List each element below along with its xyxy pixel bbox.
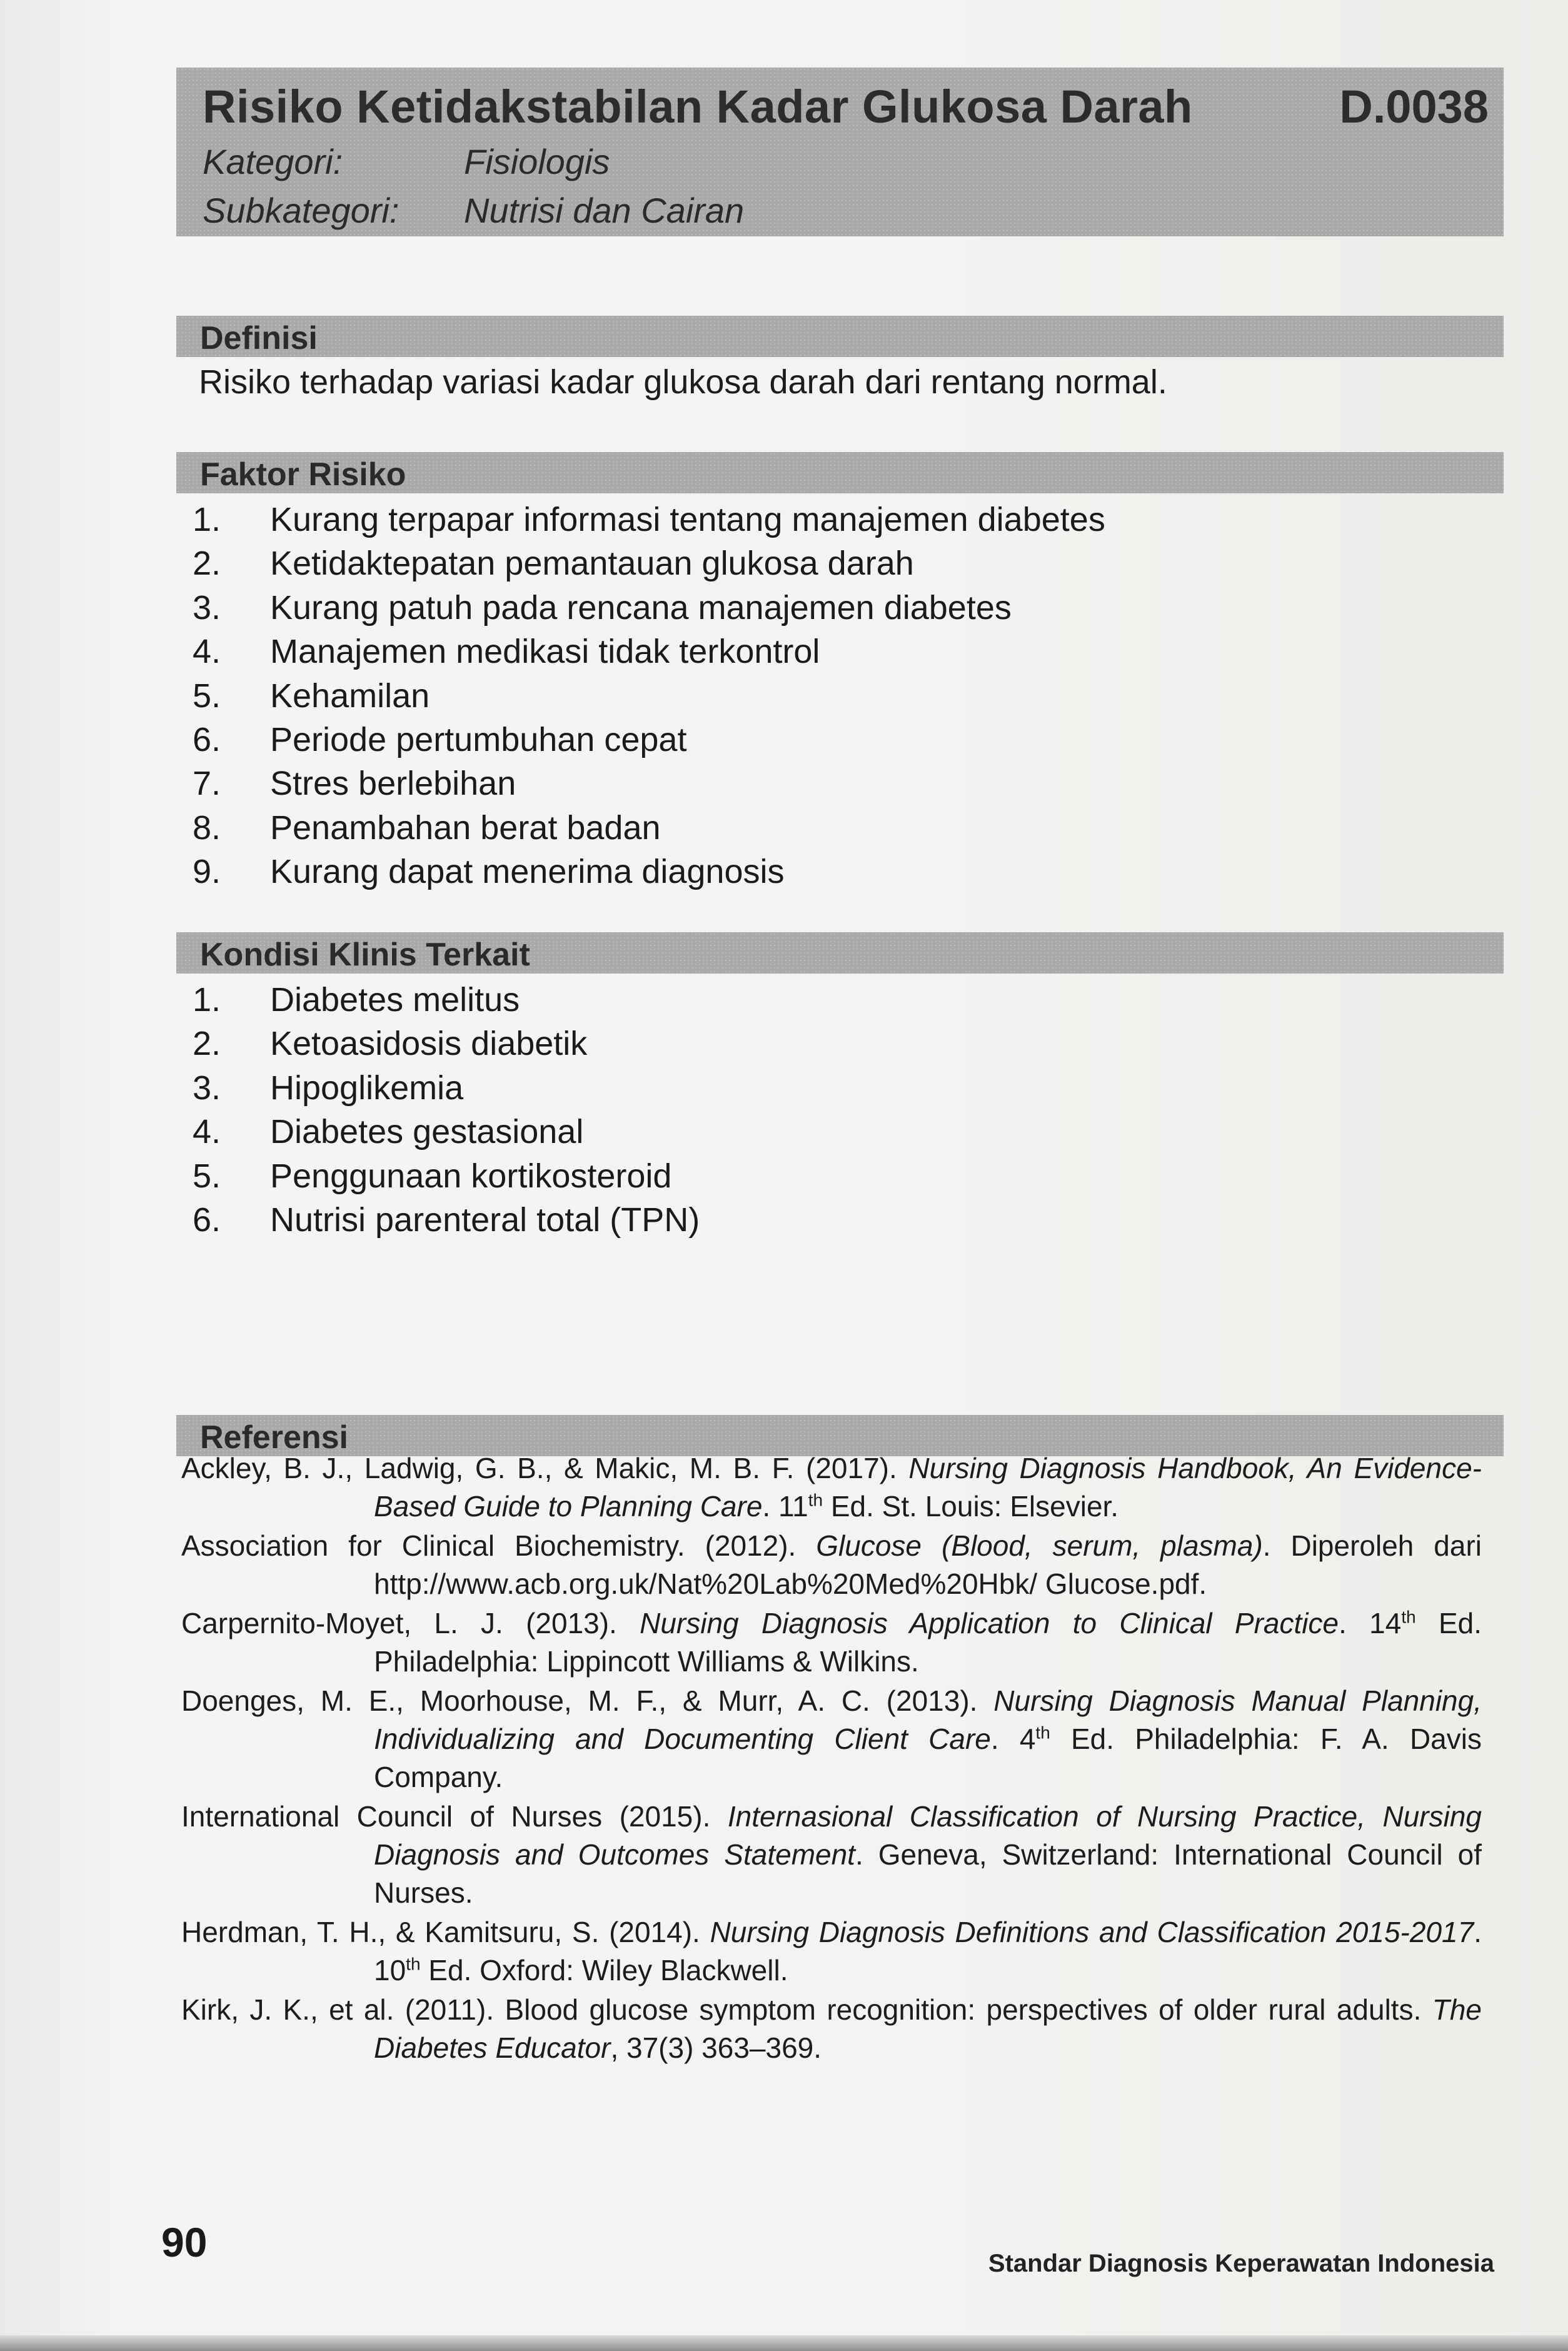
definisi-heading-bar bbox=[176, 316, 1504, 357]
referensi-heading: Referensi bbox=[200, 1419, 348, 1456]
reference-text: . 11 bbox=[762, 1490, 808, 1523]
list-item-text: Manajemen medikasi tidak terkontrol bbox=[270, 633, 820, 671]
reference-sup: th bbox=[1035, 1723, 1050, 1743]
reference-text: , 37(3) 363–369. bbox=[610, 2031, 822, 2064]
faktor-risiko-heading-bar bbox=[176, 452, 1504, 493]
reference-text: Ed. St. Louis: Elsevier. bbox=[823, 1490, 1119, 1523]
reference-text: Kirk, J. K., et al. (2011). Blood glucose symptom recognition: perspectives of older rural adults. bbox=[181, 1993, 1432, 2026]
reference-text: . 4 bbox=[990, 1723, 1036, 1755]
reference-text: Association for Clinical Biochemistry. (2012). bbox=[181, 1529, 817, 1562]
faktor-risiko-heading: Faktor Risiko bbox=[200, 456, 406, 493]
list-item-number: 2. bbox=[193, 545, 221, 583]
reference-sup: th bbox=[406, 1954, 421, 1974]
list-item-number: 5. bbox=[193, 1157, 221, 1195]
list-item-text: Penggunaan kortikosteroid bbox=[270, 1157, 672, 1195]
reference-text: Ackley, B. J., Ladwig, G. B., & Makic, M. B. F. (2017). bbox=[181, 1452, 909, 1484]
list-item-text: Kurang terpapar informasi tentang manajemen diabetes bbox=[270, 501, 1105, 538]
list-item-text: Penambahan berat badan bbox=[270, 808, 661, 847]
reference-text: . 14 bbox=[1339, 1607, 1402, 1639]
list-item-number: 8. bbox=[193, 808, 221, 847]
list-item-text: Ketidaktepatan pemantauan glukosa darah bbox=[270, 545, 914, 583]
list-item-number: 3. bbox=[193, 588, 221, 627]
reference-text: . Geneva, Switzerland: International Council of Nurses. bbox=[374, 1838, 1482, 1909]
list-item-number: 6. bbox=[193, 1201, 221, 1239]
list-item-text: Stres berlebihan bbox=[270, 765, 516, 803]
list-item-number: 7. bbox=[193, 765, 221, 803]
reference-title: Nursing Diagnosis Application to Clinical Practice bbox=[640, 1607, 1339, 1639]
reference-sup: th bbox=[1401, 1607, 1416, 1627]
subkategori-value: Nutrisi dan Cairan bbox=[464, 191, 745, 230]
kondisi-klinis-heading-bar bbox=[176, 932, 1504, 974]
subkategori-label: Subkategori: bbox=[203, 191, 400, 230]
kategori-label: Kategori: bbox=[203, 142, 343, 181]
reference-text: . 10 bbox=[374, 1916, 1482, 1986]
reference-title: Internasional Classification of Nursing Practice, Nursing Diagnosis and Outcomes Statement bbox=[374, 1800, 1482, 1871]
reference-title: Nursing Diagnosis Manual Planning, Individualizing and Documenting Client Care bbox=[374, 1684, 1482, 1755]
page-number: 90 bbox=[161, 2219, 208, 2265]
reference-entry bbox=[181, 1798, 1482, 1912]
reference-text: Doenges, M. E., Moorhouse, M. F., & Murr, A. C. (2013). bbox=[181, 1684, 994, 1717]
diagnosis-header bbox=[176, 68, 1504, 236]
list-item-text: Ketoasidosis diabetik bbox=[270, 1025, 588, 1063]
list-item-text: Kurang patuh pada rencana manajemen diabetes bbox=[270, 588, 1012, 627]
diagnosis-title: Risiko Ketidakstabilan Kadar Glukosa Darah bbox=[203, 81, 1193, 133]
list-item-number: 5. bbox=[193, 677, 221, 715]
list-item-number: 1. bbox=[193, 501, 221, 538]
reference-title: Glucose (Blood, serum, plasma) bbox=[816, 1529, 1263, 1562]
list-item-text: Diabetes melitus bbox=[270, 981, 520, 1019]
reference-text: International Council of Nurses (2015). bbox=[181, 1800, 728, 1833]
reference-text: Ed. Oxford: Wiley Blackwell. bbox=[420, 1954, 788, 1986]
reference-title: Nursing Diagnosis Handbook, An Evidence-Based Guide to Planning Care bbox=[374, 1452, 1482, 1523]
reference-entry bbox=[181, 1991, 1482, 2067]
definisi-text: Risiko terhadap variasi kadar glukosa darah dari rentang normal. bbox=[199, 363, 1167, 401]
reference-text: Carpernito-Moyet, L. J. (2013). bbox=[181, 1607, 640, 1639]
reference-entry bbox=[181, 1449, 1482, 1526]
reference-text: . Diperoleh dari http://www.acb.org.uk/Nat%20Lab%20Med%20Hbk/ Glucose.pdf. bbox=[374, 1529, 1482, 1600]
list-item-text: Periode pertumbuhan cepat bbox=[270, 720, 687, 758]
diagnosis-code: D.0038 bbox=[1339, 81, 1489, 133]
reference-entry bbox=[181, 1527, 1482, 1603]
list-item-number: 3. bbox=[193, 1069, 221, 1107]
list-item-text: Hipoglikemia bbox=[270, 1069, 464, 1107]
reference-entry bbox=[181, 1913, 1482, 1990]
list-item-number: 4. bbox=[193, 633, 221, 671]
list-item-number: 9. bbox=[193, 853, 221, 891]
list-item-number: 6. bbox=[193, 720, 221, 758]
reference-entry bbox=[181, 1682, 1482, 1796]
list-item-text: Nutrisi parenteral total (TPN) bbox=[270, 1201, 700, 1239]
reference-title: The Diabetes Educator bbox=[374, 1993, 1482, 2064]
reference-entry bbox=[181, 1604, 1482, 1681]
reference-sup: th bbox=[808, 1490, 823, 1510]
page-edge-divider bbox=[0, 2335, 1568, 2351]
list-item-number: 2. bbox=[193, 1025, 221, 1063]
definisi-heading: Definisi bbox=[200, 320, 318, 356]
list-item-text: Diabetes gestasional bbox=[270, 1113, 584, 1151]
list-item-number: 1. bbox=[193, 981, 221, 1019]
book-title: Standar Diagnosis Keperawatan Indonesia bbox=[988, 2250, 1494, 2277]
kondisi-klinis-heading: Kondisi Klinis Terkait bbox=[200, 937, 530, 973]
reference-title: Nursing Diagnosis Definitions and Classification 2015-2017 bbox=[710, 1916, 1474, 1948]
reference-text: Herdman, T. H., & Kamitsuru, S. (2014). bbox=[181, 1916, 710, 1948]
kategori-value: Fisiologis bbox=[464, 142, 610, 181]
reference-list bbox=[181, 1449, 1482, 2068]
list-item-number: 4. bbox=[193, 1113, 221, 1151]
list-item-text: Kehamilan bbox=[270, 677, 430, 715]
list-item-text: Kurang dapat menerima diagnosis bbox=[270, 853, 785, 891]
reference-text: Ed. Philadelphia: Lippincott Williams & Wilkins. bbox=[374, 1607, 1482, 1678]
reference-text: Ed. Philadelphia: F. A. Davis Company. bbox=[374, 1723, 1482, 1793]
